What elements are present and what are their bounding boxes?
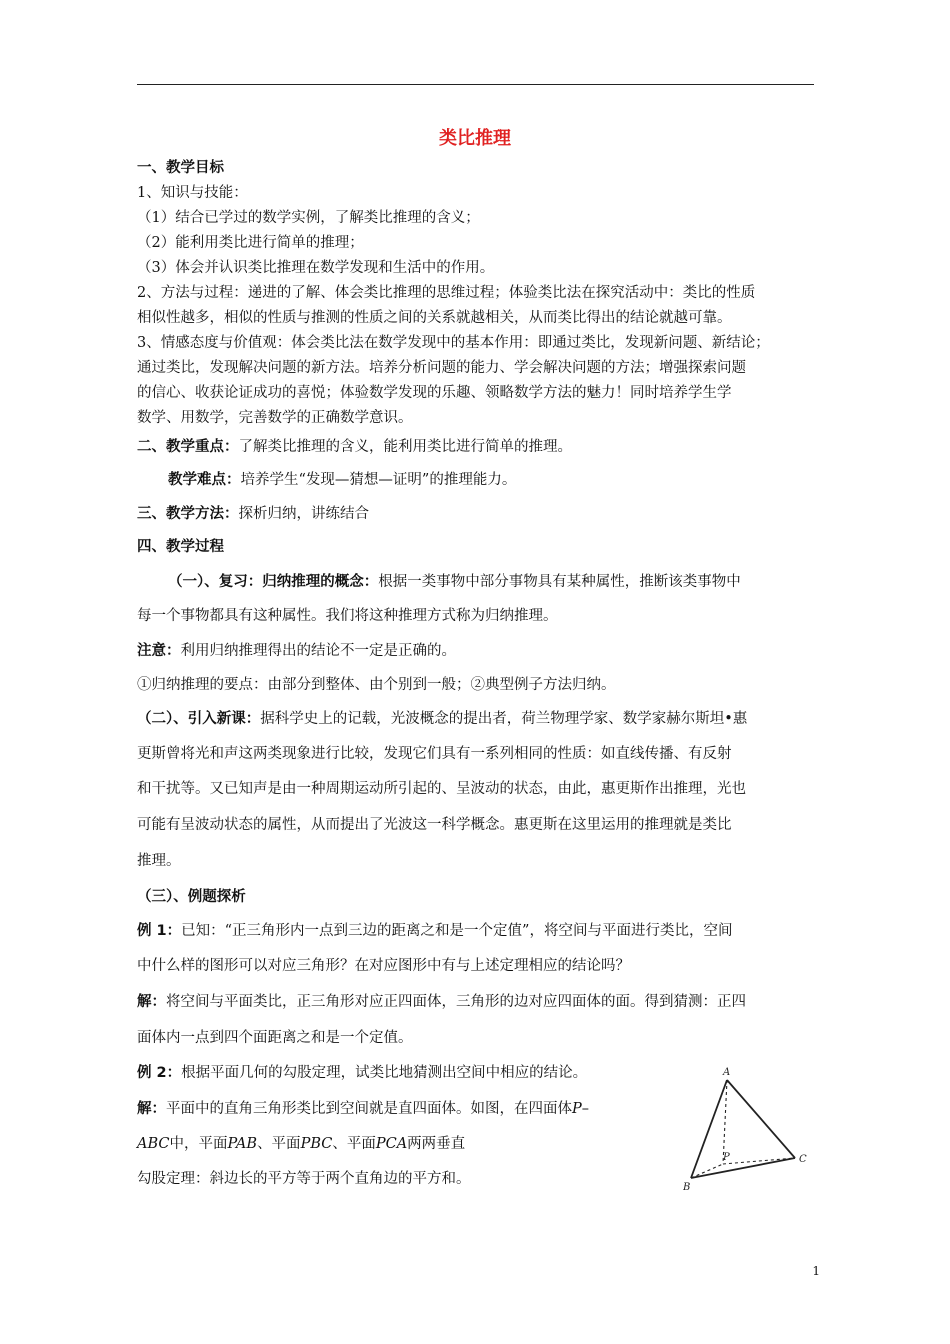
teaching-method xyxy=(137,504,369,524)
difficulty xyxy=(168,470,516,490)
objective-3-line-4: 数学、用数学，完善数学的正确数学意识。 xyxy=(137,410,413,426)
objective-1-sub-1: （1）结合已学过的数学实例，了解类比推理的含义； xyxy=(137,210,480,226)
intro-paragraph-line-4: 可能有呈波动状态的属性，从而提出了光波这一科学概念。惠更斯在这里运用的推理就是类比 xyxy=(137,817,732,833)
example-1-line-1 xyxy=(137,921,732,941)
objective-1-sub-3: （3）体会并认识类比推理在数学发现和生活中的作用。 xyxy=(137,260,495,276)
var-pab: PAB xyxy=(227,1136,258,1152)
intro-label: （二）、引入新课： xyxy=(137,711,261,727)
review-paragraph-line-2: 每一个事物都具有这种属性。我们将这种推理方式称为归纳推理。 xyxy=(137,608,558,624)
solution-1-line-1 xyxy=(137,992,746,1012)
review-paragraph-line-1 xyxy=(168,572,741,592)
var-pbc: PBC xyxy=(300,1136,333,1152)
vertex-b-label: B xyxy=(683,1182,691,1193)
teaching-method-label: 三、教学方法： xyxy=(137,506,239,522)
solution-1-line-2: 面体内一点到四个面距离之和是一个定值。 xyxy=(137,1030,413,1046)
vertex-a-label: A xyxy=(723,1067,731,1078)
text-plane-3: 、平面 xyxy=(332,1136,376,1152)
page-title: 类比推理 xyxy=(439,128,511,149)
difficulty-label: 教学难点： xyxy=(168,472,241,488)
text-perpendicular: 两两垂直 xyxy=(407,1136,466,1152)
objective-3-line-2: 通过类比，发现解决问题的新方法。培养分析问题的能力、学会解决问题的方法；增强探索问题 xyxy=(137,360,746,376)
example-1-label: 例 1： xyxy=(137,923,182,939)
text-plane: 中，平面 xyxy=(169,1136,228,1152)
vertex-c-label: C xyxy=(799,1154,807,1165)
objective-3-line-3: 的信心、收获论证成功的喜悦；体验数学发现的乐趣、领略数学方法的魅力！同时培养学生学 xyxy=(137,385,732,401)
objective-1-heading: 1、知识与技能： xyxy=(137,185,248,201)
intro-paragraph-line-3: 和干扰等。又已知声是由一种周期运动所引起的、呈波动的状态，由此，惠更斯作出推理，光也 xyxy=(137,781,746,797)
section-heading-process: 四、教学过程 xyxy=(137,539,224,555)
example-2 xyxy=(137,1063,587,1083)
solution-2-line-2 xyxy=(137,1134,465,1154)
note-text: 利用归纳推理得出的结论不一定是正确的。 xyxy=(180,643,456,659)
objective-3-line-1: 3、情感态度与价值观：体会类比法在数学发现中的基本作用：即通过类比，发现新问题、新结论； xyxy=(137,335,770,351)
pythagorean-statement: 勾股定理：斜边长的平方等于两个直角边的平方和。 xyxy=(137,1171,471,1187)
tetrahedron-solid-edges xyxy=(691,1080,795,1178)
tetrahedron-figure xyxy=(683,1066,811,1194)
text-plane-2: 、平面 xyxy=(257,1136,301,1152)
note xyxy=(137,641,456,661)
var-abc: ABC xyxy=(137,1136,170,1152)
objective-1-sub-2: （2）能利用类比进行简单的推理； xyxy=(137,235,364,251)
note-label: 注意： xyxy=(137,643,181,659)
solution-2-text: 平面中的直角三角形类比到空间就是直四面体。如图，在四面体 xyxy=(166,1101,572,1117)
solution-1-text: 将空间与平面类比，正三角形对应正四面体，三角形的边对应四面体的面。得到猜测：正四 xyxy=(166,994,746,1010)
intro-paragraph-line-5: 推理。 xyxy=(137,853,181,869)
example-1-text: 已知：“正三角形内一点到三边的距离之和是一个定值”，将空间与平面进行类比，空间 xyxy=(181,923,733,939)
solution-2-line-1: 解：平面中的直角三角形类比到空间就是直四面体。如图，在四面体P– xyxy=(137,1101,590,1117)
example-1-line-2: 中什么样的图形可以对应三角形？在对应图形中有与上述定理相应的结论吗？ xyxy=(137,958,630,974)
difficulty-text: 培养学生“发现—猜想—证明”的推理能力。 xyxy=(240,472,517,488)
example-2-label: 例 2： xyxy=(137,1065,182,1081)
induction-points: ①归纳推理的要点：由部分到整体、由个别到一般；②典型例子方法归纳。 xyxy=(137,677,616,693)
intro-paragraph-line-1 xyxy=(137,709,747,729)
review-label: （一）、复习：归纳推理的概念： xyxy=(168,574,379,590)
solution-2-label: 解： xyxy=(137,1101,166,1117)
vertex-p-label: P xyxy=(723,1152,730,1163)
page-number: 1 xyxy=(812,1264,820,1278)
intro-paragraph-line-2: 更斯曾将光和声这两类现象进行比较，发现它们具有一系列相同的性质：如直线传播、有反射 xyxy=(137,746,732,762)
key-points-label: 二、教学重点： xyxy=(137,439,239,455)
header-rule xyxy=(137,84,814,85)
examples-heading: （三）、例题探析 xyxy=(137,889,246,905)
objective-2-line-2: 相似性越多，相似的性质与推测的性质之间的关系就越相关，从而类比得出的结论就越可靠。 xyxy=(137,310,732,326)
key-points-text: 了解类比推理的含义，能利用类比进行简单的推理。 xyxy=(238,439,572,455)
teaching-method-text: 探析归纳，讲练结合 xyxy=(238,506,369,522)
solution-2-var-p: P xyxy=(572,1101,582,1117)
intro-text: 据科学史上的记载，光波概念的提出者，荷兰物理学家、数学家赫尔斯坦•惠 xyxy=(260,711,748,727)
solution-1-label: 解： xyxy=(137,994,166,1010)
key-points xyxy=(137,437,572,457)
objective-2-line-1: 2、方法与过程：递进的了解、体会类比推理的思维过程；体验类比法在探究活动中：类比的性质 xyxy=(137,285,756,301)
var-pca: PCA xyxy=(375,1136,408,1152)
review-text: 根据一类事物中部分事物具有某种属性，推断该类事物中 xyxy=(378,574,741,590)
example-2-text: 根据平面几何的勾股定理，试类比地猜测出空间中相应的结论。 xyxy=(181,1065,588,1081)
section-heading-objectives: 一、教学目标 xyxy=(137,160,224,176)
tetrahedron-hidden-edges xyxy=(691,1080,795,1178)
